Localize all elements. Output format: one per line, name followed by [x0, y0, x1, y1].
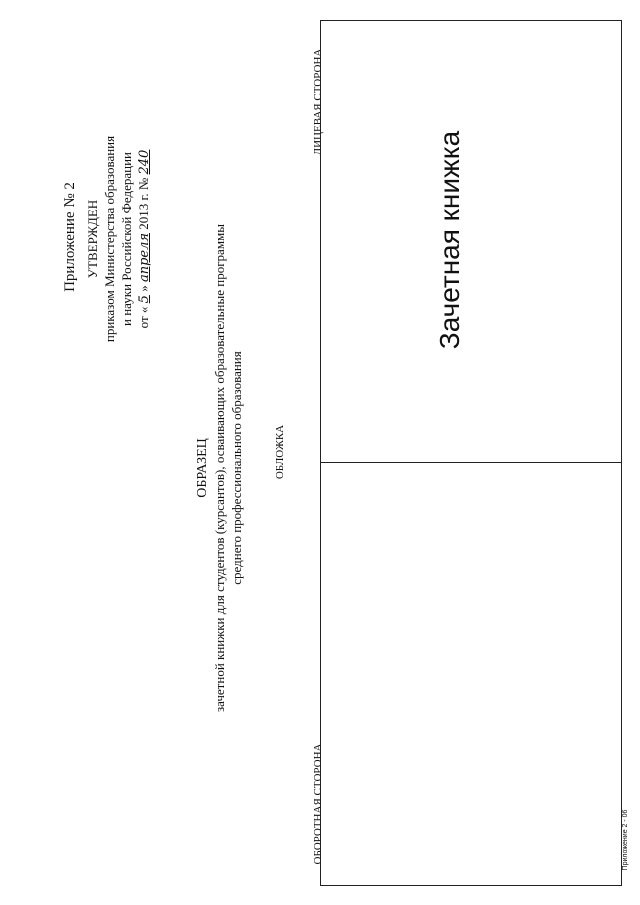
- date-mid: »: [136, 285, 151, 292]
- date-day: 5: [137, 295, 152, 304]
- sample-block: [194, 158, 258, 778]
- order-line-2: и науки Российской Федерации: [119, 152, 134, 327]
- sample-line-2: среднего профессионального образования: [229, 351, 244, 585]
- appendix-number: Приложение № 2: [62, 182, 78, 292]
- date-prefix: от «: [136, 306, 151, 329]
- order-number: 240: [137, 149, 152, 175]
- order-date-line: [135, 89, 153, 389]
- approval-block: [84, 89, 164, 389]
- footer-code: Приложение 2 - 06: [622, 809, 629, 871]
- date-month: апреля: [137, 233, 152, 283]
- approved-heading: УТВЕРЖДЕН: [85, 199, 100, 279]
- cover-divider: [320, 462, 622, 463]
- front-side-label: ЛИЦЕВАЯ СТОРОНА: [312, 48, 324, 156]
- order-line-1: приказом Министерства образования: [102, 135, 117, 343]
- date-year: 2013 г. №: [136, 177, 151, 230]
- sample-title: ОБРАЗЕЦ: [195, 438, 210, 498]
- record-book-title: Зачетная книжка: [434, 130, 465, 350]
- back-side-label: ОБОРОТНАЯ СТОРОНА: [312, 743, 324, 865]
- cover-label: ОБЛОЖКА: [274, 424, 286, 480]
- sample-line-1: зачетной книжки для студентов (курсантов), осваивающих образовательные программы: [212, 223, 227, 713]
- cover-frame: [320, 20, 622, 886]
